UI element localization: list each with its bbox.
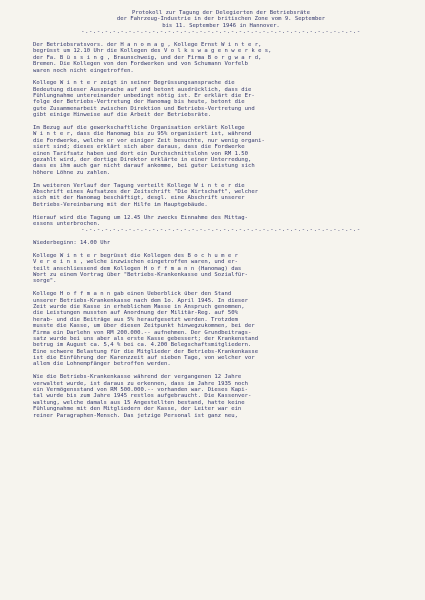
paragraph-6-line: teilt anschliessend dem Kollegen H o f f m a n n (Hanomag) das: [33, 265, 242, 272]
paragraph-6-line: V e r e i n s , welche inzwischen eingetroffen waren, und er-: [33, 259, 238, 266]
separator-top: -.-.-.-.-.-.-.-.-.-.-.-.-.-.-.-.-.-.-.-.-.-.-.-.-.-.-.-.-.-.-.-.-.-.-.-: [81, 29, 361, 36]
paragraph-8-line: reiner Paragraphen-Mensch. Das jetzige Personal ist ganz neu,: [33, 412, 238, 419]
paragraph-3-line: die Fordwerke, welche er vor einiger Zeit besuchte, nur wenig organi-: [33, 137, 265, 144]
paragraph-7-line: satz wurde bei uns aber als erste Kasse gebessert; der Krankenstand: [33, 335, 259, 342]
paragraph-8-line: waltung, welche damals aus 15 Angestellten bestand, hatte keine: [33, 399, 245, 406]
paragraph-1-line: waren noch nicht eingetroffen.: [33, 67, 134, 74]
paragraph-7-line: Eine schwere Belastung für die Mitglieder der Betriebs-Krankenkasse: [33, 348, 259, 355]
paragraph-3-line: einen Tarifsatz haben und dort ein Durchschnittslohn von RM 1.50: [33, 150, 249, 157]
header-line-3: bis 11. September 1946 in Hannover.: [162, 22, 280, 29]
paragraph-4-line: Betriebs-Vereinbarung mit der Hilfe im Hauptgebäude.: [33, 201, 208, 208]
paragraph-7-line: herab- und die Beiträge aus 5% heraufgesetzt werden. Trotzdem: [33, 316, 238, 323]
paragraph-2-line: folge der Betriebs-Vertretung der Hanomag bis heute, betont die: [33, 99, 245, 106]
typed-text-body: [33, 10, 409, 419]
paragraph-8-line: tal wurde bis zum Jahre 1945 restlos aufgebraucht. Die Kassenver-: [33, 393, 252, 400]
paragraph-8-line: verwaltet wurde, ist daraus zu erkennen, dass im Jahre 1935 noch: [33, 380, 249, 387]
paragraph-3-line: höhere Löhne zu zahlen.: [33, 169, 111, 176]
paragraph-6-line: Wort zu einem Vortrag über "Betriebs-Krankenkasse und Sozialfür-: [33, 272, 249, 279]
paragraph-7-line: die Leistungen mussten auf Anordnung der Militär-Reg. auf 50%: [33, 310, 238, 317]
paragraph-7-line: Kollege H o f f m a n n gab einen Ueberblick über den Stand: [33, 291, 232, 298]
paragraph-7-line: musste die Kasse, um über diesen Zeitpunkt hinwegzukommen, bei der: [33, 323, 255, 330]
resume-heading: Wiederbeginn: 14.00 Uhr: [33, 240, 111, 247]
paragraph-2-line: Fühlungnahme untereinander unbedingt nötig ist. Er erklärt die Er-: [33, 93, 255, 100]
paragraph-6-line: sorge".: [33, 278, 57, 285]
paragraph-3-line: siert sind; dieses erklärt sich aber daraus, dass die Fordwerke: [33, 144, 245, 151]
paragraph-8-line: ein Vermögensstand von RM 500.000.-- vorhanden war. Dieses Kapi-: [33, 387, 249, 394]
paragraph-1-line: der Fa. B ü s s i n g , Braunschweig, und der Firma B o r g w a r d,: [33, 54, 262, 61]
header-line-2: der Fahrzeug-Industrie in der britischen Zone vom 9. September: [116, 16, 326, 23]
separator-mid: -.-.-.-.-.-.-.-.-.-.-.-.-.-.-.-.-.-.-.-.-.-.-.-.-.-.-.-.-.-.-.-.-.-.-.-: [81, 227, 361, 234]
paragraph-3-line: gezahlt wird, der dortige Direktor erklärte in einer Unterredung,: [33, 156, 252, 163]
paragraph-7-line: ist die Einführung der Karenzzeit auf sieben Tage, von welcher vor: [33, 355, 255, 362]
paragraph-8-line: Wie die Betriebs-Krankenkasse während der vergangenen 12 Jahre: [33, 374, 242, 381]
paragraph-2-line: Bedeutung dieser Aussprache auf und betont ausdrücklich, dass die: [33, 86, 252, 93]
paragraph-1-line: Bremen. Die Kollegen von den Fordwerken und von Schumann Vorfelb: [33, 61, 249, 68]
paragraph-7-line: unserer Betriebs-Krankenkasse nach dem 1o. April 1945. In dieser: [33, 297, 249, 304]
header-line-1: Protokoll zur Tagung der Delegierten der Betriebsräte: [131, 10, 311, 16]
paragraph-7-line: Zeit wurde die Kasse in erheblichem Masse in Anspruch genommen,: [33, 303, 245, 310]
paragraph-1-line: Der Betriebsratsvors. der H a n o m a g , Kollege Ernst W i n t e r,: [33, 41, 262, 48]
paragraph-1-line: begrüsst um 12.10 Uhr die Kollegen des V o l k s w a g e n w e r k e s,: [33, 48, 272, 55]
paragraph-5-line: Hierauf wird die Tagung um 12.45 Uhr zwecks Einnahme des Mittag-: [33, 214, 249, 221]
paragraph-2-line: Kollege W i n t e r zeigt in seiner Begrüssungsansprache die: [33, 80, 235, 87]
paragraph-3-line: W i n t e r, dass die Hanomag bis zu 95% organisiert ist, während: [33, 131, 252, 138]
paragraph-5-line: essens unterbrochen.: [33, 220, 101, 227]
paragraph-2-line: gibt einige Hinweise auf die Arbeit der Betriebsräte.: [33, 112, 212, 119]
paragraph-4-line: Abschrift eines Aufsatzes der Zeitschrift "Die Wirtschaft", welcher: [33, 188, 259, 195]
paragraph-7-line: betrug im August ca. 5,4 % bei ca. 4.200 Belegschaftsmitgliedern.: [33, 342, 252, 349]
paragraph-4-line: Im weiteren Verlauf der Tagung verteilt Kollege W i n t e r die: [33, 182, 245, 189]
paragraph-4-line: sich mit der Hanomag beschäftigt, desgl. eine Abschrift unserer: [33, 195, 245, 202]
paragraph-2-line: gute Zusammenarbeit zwischen Direktion und Betriebs-Vertretung und: [33, 105, 255, 112]
paragraph-7-line: Firma ein Darlehn von RM 200.000.-- aufnehmen. Der Grundbeitrags-: [33, 329, 252, 336]
paragraph-7-line: allem die Lohnempfänger betroffen werden.: [33, 361, 171, 368]
paragraph-8-line: Fühlungnahme mit den Mitgliedern der Kasse, der Leiter war ein: [33, 406, 242, 413]
paragraph-3-line: dass es ihm auch gar nicht darauf ankomme, bei guter Leistung sich: [33, 163, 255, 170]
paragraph-3-line: Im Bezug auf die gewerkschaftliche Organisation erklärt Kollege: [33, 125, 245, 132]
paragraph-6-line: Kollege W i n t e r begrüsst die Kollegen des B o c h u m e r: [33, 252, 238, 259]
